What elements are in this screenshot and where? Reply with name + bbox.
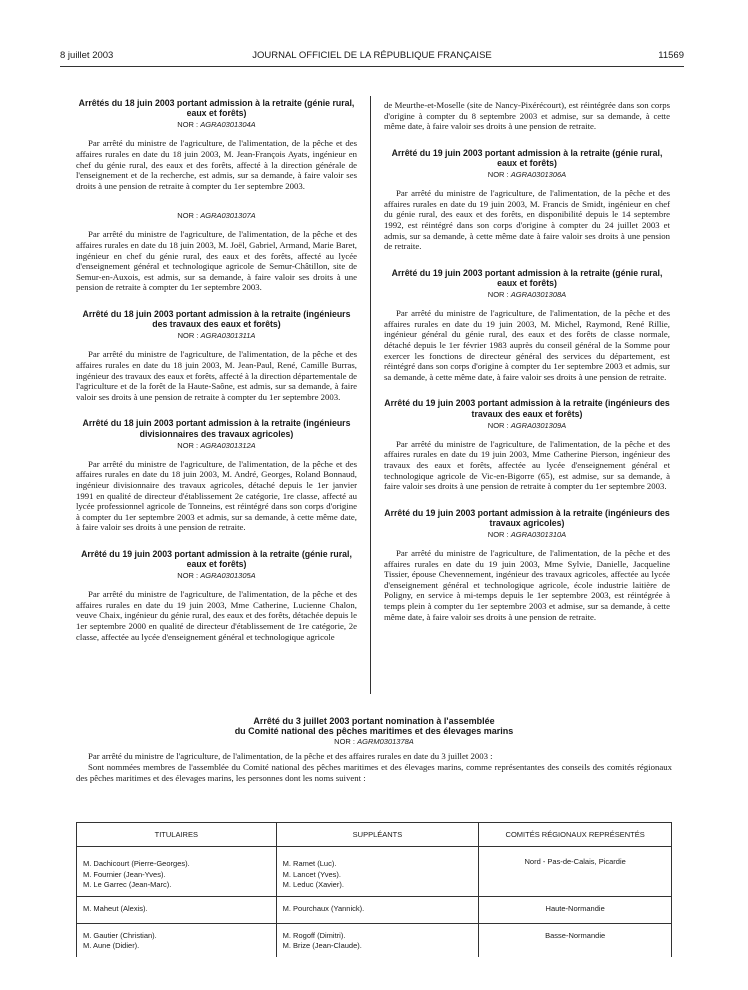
decree-title: Arrêté du 18 juin 2003 portant admission à la retraite (ingénieurs des travaux des eaux et forêts) (82, 308, 351, 330)
nor-code: AGRA0301310A (510, 530, 567, 540)
nor-label: NOR : (487, 530, 509, 540)
nor-label: NOR : (334, 737, 356, 747)
table-row (77, 923, 672, 957)
member-name: M. Ramet (Luc). (282, 859, 337, 868)
member-name: M. Pourchaux (Yannick). (282, 903, 365, 913)
member-name: M. Aune (Didier). (83, 941, 140, 950)
nor-label: NOR : (177, 211, 199, 221)
column-header: SUPPLÉANTS (276, 823, 479, 847)
decree-section (384, 148, 670, 252)
decree-text: de Meurthe-et-Moselle (site de Nancy-Pixérécourt), est réintégrée dans son corps d'origine à compter du 8 septembre 2003 et admise, sur sa demande, à cette même date, à faire valoir ses droits à une pension de retraite. (384, 100, 670, 132)
nomination-title-line2: du Comité national des pêches maritimes et des élevages marins (234, 726, 514, 737)
decree-text: Par arrêté du ministre de l'agriculture, de l'alimentation, de la pêche et des affaires rurales en date du 19 juin 2003, Mme Catherine Pierson, ingénieur des travaux des eaux et forêts, affectée au lycée d'enseignement général et technologique agricole de Vic-en-Bigorre (65), est admise, sur sa demande, à faire valoir ses droits à une pension de retraite à compter du 1er septembre 2003. (384, 438, 670, 492)
nor-code: AGRM0301378A (357, 737, 414, 747)
nor-reference (76, 120, 357, 130)
member-name: M. Lancet (Yves). (282, 869, 341, 879)
table-header-row (77, 823, 672, 847)
decree-section (384, 398, 670, 491)
issue-date: 8 juillet 2003 (60, 50, 114, 61)
nor-code: AGRA0301305A (200, 571, 256, 581)
nor-code: AGRA0301312A (200, 440, 256, 450)
suppleants-cell (276, 896, 479, 923)
journal-title: JOURNAL OFFICIEL DE LA RÉPUBLIQUE FRANÇAISE (252, 50, 492, 61)
decree-text: Par arrêté du ministre de l'agriculture, de l'alimentation, de la pêche et des affaires rurales en date du 19 juin 2003, Mme Sylvie, Danielle, Jacqueline Tissier, épouse Chevennement, ingénieur des travaux agricoles, affectée au lycée d'enseignement général et technologique agricole, école industrie laitière de Poligny, en service à mi-temps depuis le 1er septembre 2003, est réintégrée à temps plein à compter du 1er septembre 2003 et admise, sur sa demande, à cette même date, à faire valoir ses droits à une pension de retraite. (384, 548, 670, 622)
column-header: COMITÉS RÉGIONAUX REPRÉSENTÉS (479, 823, 672, 847)
nor-reference (76, 211, 357, 221)
decree-section (76, 309, 357, 402)
suppleants-cell (276, 847, 479, 897)
decree-title: Arrêté du 19 juin 2003 portant admission à la retraite (génie rural, eaux et forêts) (391, 267, 663, 288)
nor-label: NOR : (177, 571, 199, 581)
decree-text: Par arrêté du ministre de l'agriculture, de l'alimentation, de la pêche et des affaires rurales en date du 18 juin 2003, M. André, Georges, Roland Bonnaud, ingénieur divisionnaire des travaux agricoles, détaché depuis le 1er janvier 1991 en qualité de directeur d'établissement 2e catégorie, 1re classe, affecté au lycée professionnel agricole de Tonneins, est réintégré dans son corps d'origine à compter du 1er septembre 2003 et admis, sur sa demande, à cette même date, à faire valoir ses droits à une pension de retraite. (76, 458, 357, 533)
nomination-section (76, 716, 672, 783)
member-name: M. Dachicourt (Pierre-Georges). (83, 859, 190, 868)
column-divider (370, 96, 371, 694)
nor-label: NOR : (177, 120, 199, 130)
decree-text: Par arrêté du ministre de l'agriculture, de l'alimentation, de la pêche et des affaires rurales en date du 18 juin 2003, M. Joël, Gabriel, Armand, Marie Baret, ingénieur en chef du génie rural, des eaux et des forêts, affecté au lycée d'enseignement général et technologique agricole de Semur-Châtillon, site de Semur-en-Auxois, est admis, sur sa demande, à faire valoir ses droits à une pension de retraite à compter du 1er septembre 2003. (76, 229, 357, 293)
table-row (77, 896, 672, 923)
nor-reference (76, 441, 357, 451)
decree-title: Arrêtés du 18 juin 2003 portant admission à la retraite (génie rural, eaux et forêts) (78, 98, 355, 119)
decree-section (76, 98, 357, 191)
right-column (384, 100, 670, 622)
nor-reference (76, 571, 357, 581)
decree-title: Arrêté du 19 juin 2003 portant admission à la retraite (ingénieurs des travaux des eaux et forêts) (384, 398, 670, 419)
nor-reference (384, 530, 670, 540)
comite-cell: Haute-Normandie (479, 896, 672, 923)
decree-title: Arrêté du 19 juin 2003 portant admission à la retraite (génie rural, eaux et forêts) (391, 147, 663, 168)
member-name: M. Fournier (Jean-Yves). (83, 869, 166, 879)
nomination-text: Sont nommées membres de l'assemblée du Comité national des pêches maritimes et des élevages marins, comme représentantes des conseils des comités régionaux des pêches maritimes et des élevages marins, les personnes dont les noms suivent : (76, 762, 672, 783)
nor-label: NOR : (177, 331, 199, 341)
page-header (60, 50, 684, 64)
nomination-intro: Par arrêté du ministre de l'agriculture, de l'alimentation, de la pêche et des affaires rurales en date du 3 juillet 2003 : (88, 751, 493, 762)
nor-code: AGRA0301304A (200, 120, 256, 130)
suppleants-cell (276, 923, 479, 957)
nor-reference (384, 421, 670, 431)
decree-section (76, 211, 357, 293)
decree-section (76, 549, 357, 642)
titulaires-cell (77, 847, 277, 897)
comite-cell: Basse-Normandie (479, 923, 672, 957)
header-rule (60, 66, 684, 67)
comite-cell: Nord - Pas-de-Calais, Picardie (479, 847, 672, 897)
table-row (77, 847, 672, 897)
page-number: 11569 (658, 50, 684, 61)
decree-title: Arrêté du 19 juin 2003 portant admission à la retraite (ingénieurs des travaux agricoles) (384, 507, 670, 528)
member-name: M. Le Garrec (Jean-Marc). (83, 880, 172, 889)
decree-section (384, 508, 670, 623)
member-name: M. Brize (Jean-Claude). (282, 941, 362, 950)
column-header: TITULAIRES (77, 823, 277, 847)
titulaires-cell (77, 923, 277, 957)
nor-reference (76, 331, 357, 341)
member-name: M. Leduc (Xavier). (282, 880, 344, 889)
nor-label: NOR : (487, 290, 509, 300)
member-name: M. Maheut (Alexis). (83, 903, 148, 913)
left-column (76, 98, 357, 642)
nor-label: NOR : (487, 420, 509, 430)
nomination-title-line1: Arrêté du 3 juillet 2003 portant nomination à l'assemblée (253, 716, 495, 726)
member-name: M. Gautier (Christian). (83, 930, 157, 940)
nor-code: AGRA0301309A (510, 420, 567, 430)
decree-text: Par arrêté du ministre de l'agriculture, de l'alimentation, de la pêche et des affaires rurales en date du 19 juin 2003, Mme Catherine, Lucienne Chalon, veuve Chaix, ingénieur du génie rural, des eaux et des forêts, détachée depuis le 1er septembre 2000 en qualité de directeur d'établissement de 1re catégorie, 2e classe, affectée au lycée d'enseignement général et technologique agricole (76, 589, 357, 642)
decree-section (76, 418, 357, 533)
nor-code: AGRA0301307A (200, 211, 256, 221)
decree-section (384, 268, 670, 383)
titulaires-cell (77, 896, 277, 923)
nor-reference (384, 170, 670, 180)
nor-label: NOR : (177, 440, 199, 450)
nor-code: AGRA0301308A (510, 290, 567, 300)
member-name: M. Rogoff (Dimitri). (282, 930, 346, 940)
decree-text: Par arrêté du ministre de l'agriculture, de l'alimentation, de la pêche et des affaires rurales en date du 19 juin 2003, M. Michel, Raymond, René Rillie, ingénieur général du génie rural, des eaux et des forêts de classe normale, détaché depuis le 1er février 1983 auprès du conseil général de la Somme pour exercer les fonctions de directeur général des services du département, est réintégré dans son corps d'origine à compter du 1er septembre 2003 et admis, sur sa demande, à cette même date, à faire valoir ses droits à une pension de retraite. (384, 308, 670, 382)
decree-text: Par arrêté du ministre de l'agriculture, de l'alimentation, de la pêche et des affaires rurales en date du 19 juin 2003, M. Francis de Smidt, ingénieur en chef du génie rural, des eaux et des forêts, en disponibilité depuis le 14 septembre 1992, est réintégré dans son corps d'origine à compter du 24 juillet 2003 et admis, sur sa demande, à cette même date à faire valoir ses droits à une pension de retraite. (384, 188, 670, 252)
decree-title: Arrêté du 19 juin 2003 portant admission à la retraite (génie rural, eaux et forêts) (81, 548, 352, 570)
decree-text: Par arrêté du ministre de l'agriculture, de l'alimentation, de la pêche et des affaires rurales en date du 18 juin 2003, M. Jean-François Ayats, ingénieur en chef du génie rural, des eaux et des forêts, affecté à la direction générale de l'enseignement et de la recherche, est admis, sur sa demande, à faire valoir ses droits à une pension de retraite à compter du 1er septembre 2003. (76, 138, 357, 191)
nor-reference (384, 290, 670, 300)
decree-continuation (384, 100, 670, 132)
members-table (76, 822, 672, 957)
decree-title: Arrêté du 18 juin 2003 portant admission à la retraite (ingénieurs divisionnaires des travaux agricoles) (82, 418, 351, 439)
nor-label: NOR : (487, 170, 509, 180)
decree-text: Par arrêté du ministre de l'agriculture, de l'alimentation, de la pêche et des affaires rurales en date du 18 juin 2003, M. Jean-Paul, René, Camille Burras, ingénieur des travaux des eaux et forêts, affecté à la direction départementale de l'agriculture et de la forêt de la Haute-Saône, est admis, sur sa demande, à faire valoir ses droits à une pension de retraite à compter du 1er septembre 2003. (76, 349, 357, 402)
nor-reference (76, 737, 672, 747)
nor-code: AGRA0301311A (200, 331, 256, 341)
nor-code: AGRA0301306A (510, 170, 567, 180)
